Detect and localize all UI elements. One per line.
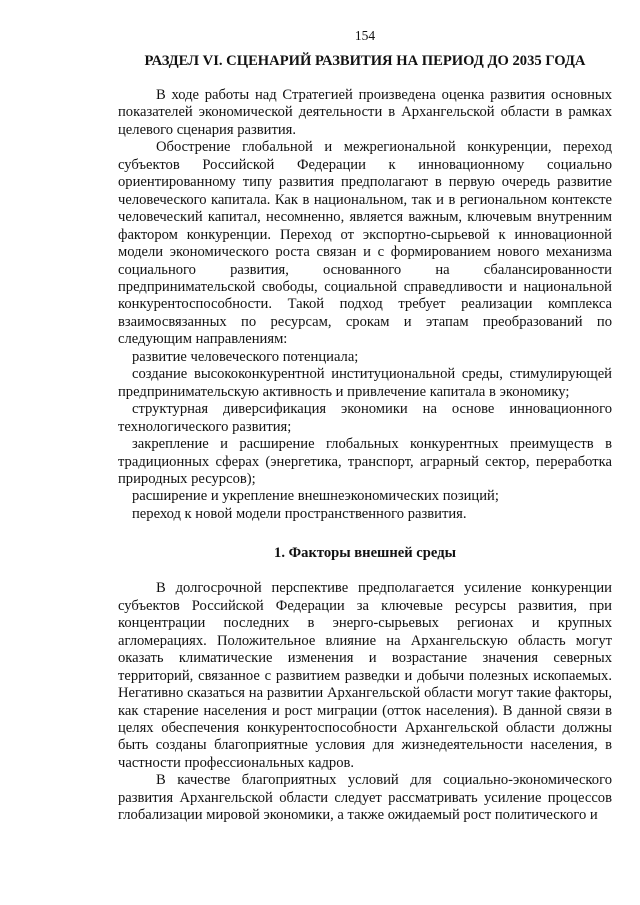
direction-item: переход к новой модели пространственного развития. [132,505,467,522]
direction-item: создание высококонкурентной институциональной среды, стимулирующей предпринимательскую активность и привлечение капитала в экономику; [118,366,612,400]
document-page [118,28,612,825]
body-paragraph: В качестве благоприятных условий для социально-экономического развития Архангельской области следует рассматривать усиление процессов глобализации мировой экономики, а также ожидаемый рост политического и [118,772,612,824]
intro-paragraph: Обострение глобальной и межрегиональной конкуренции, переход субъектов Российской Федерации к инновационному социально ориентированному типу развития предполагают в первую очередь развитие человеческого капитала. Как в национальном, так и в региональном контексте человеческий капитал, несомненно, является важным, ключевым внутренним фактором конкуренции. Переход от экспортно-сырьевой к инновационной модели экономического роста связан и с формированием нового механизма социального развития, основанного на сбалансированности предпринимательской свободы, социальной справедливости и национальной конкурентоспособности. Такой подход требует реализации комплекса взаимосвязанных по ресурсам, срокам и этапам преобразований по следующим направлениям: [118,139,612,348]
direction-item: развитие человеческого потенциала; [132,348,359,365]
direction-item: структурная диверсификация экономики на основе инновационного технологического развития; [118,401,612,435]
direction-item: закрепление и расширение глобальных конкурентных преимуществ в традиционных сферах (энергетика, транспорт, аграрный сектор, переработка природных ресурсов); [118,436,612,487]
intro-paragraph: В ходе работы над Стратегией произведена оценка развития основных показателей экономической деятельности в Архангельской области в рамках целевого сценария развития. [118,87,612,138]
subsection-title: 1. Факторы внешней среды [274,545,456,562]
section-title: РАЗДЕЛ VI. СЦЕНАРИЙ РАЗВИТИЯ НА ПЕРИОД ДО 2035 ГОДА [144,53,586,69]
direction-item: расширение и укрепление внешнеэкономических позиций; [132,488,499,505]
body-paragraph: В долгосрочной перспективе предполагается усиление конкуренции субъектов Российской Федерации за ключевые ресурсы развития, при концентрации последних в энерго-сырьевых регионах и крупных агломерациях. Положительное влияние на Архангельскую область могут оказать климатические изменения и возрастание значения северных территорий, связанное с развитием разведки и добычи полезных ископаемых. Негативно сказаться на развитии Архангельской области могут такие факторы, как старение населения и рост миграции (отток населения). В данной связи в целях обеспечения конкурентоспособности Архангельской области должны быть созданы благоприятные условия для жизнедеятельности населения, в частности профессиональных кадров. [118,580,612,771]
page-number: 154 [354,28,376,43]
